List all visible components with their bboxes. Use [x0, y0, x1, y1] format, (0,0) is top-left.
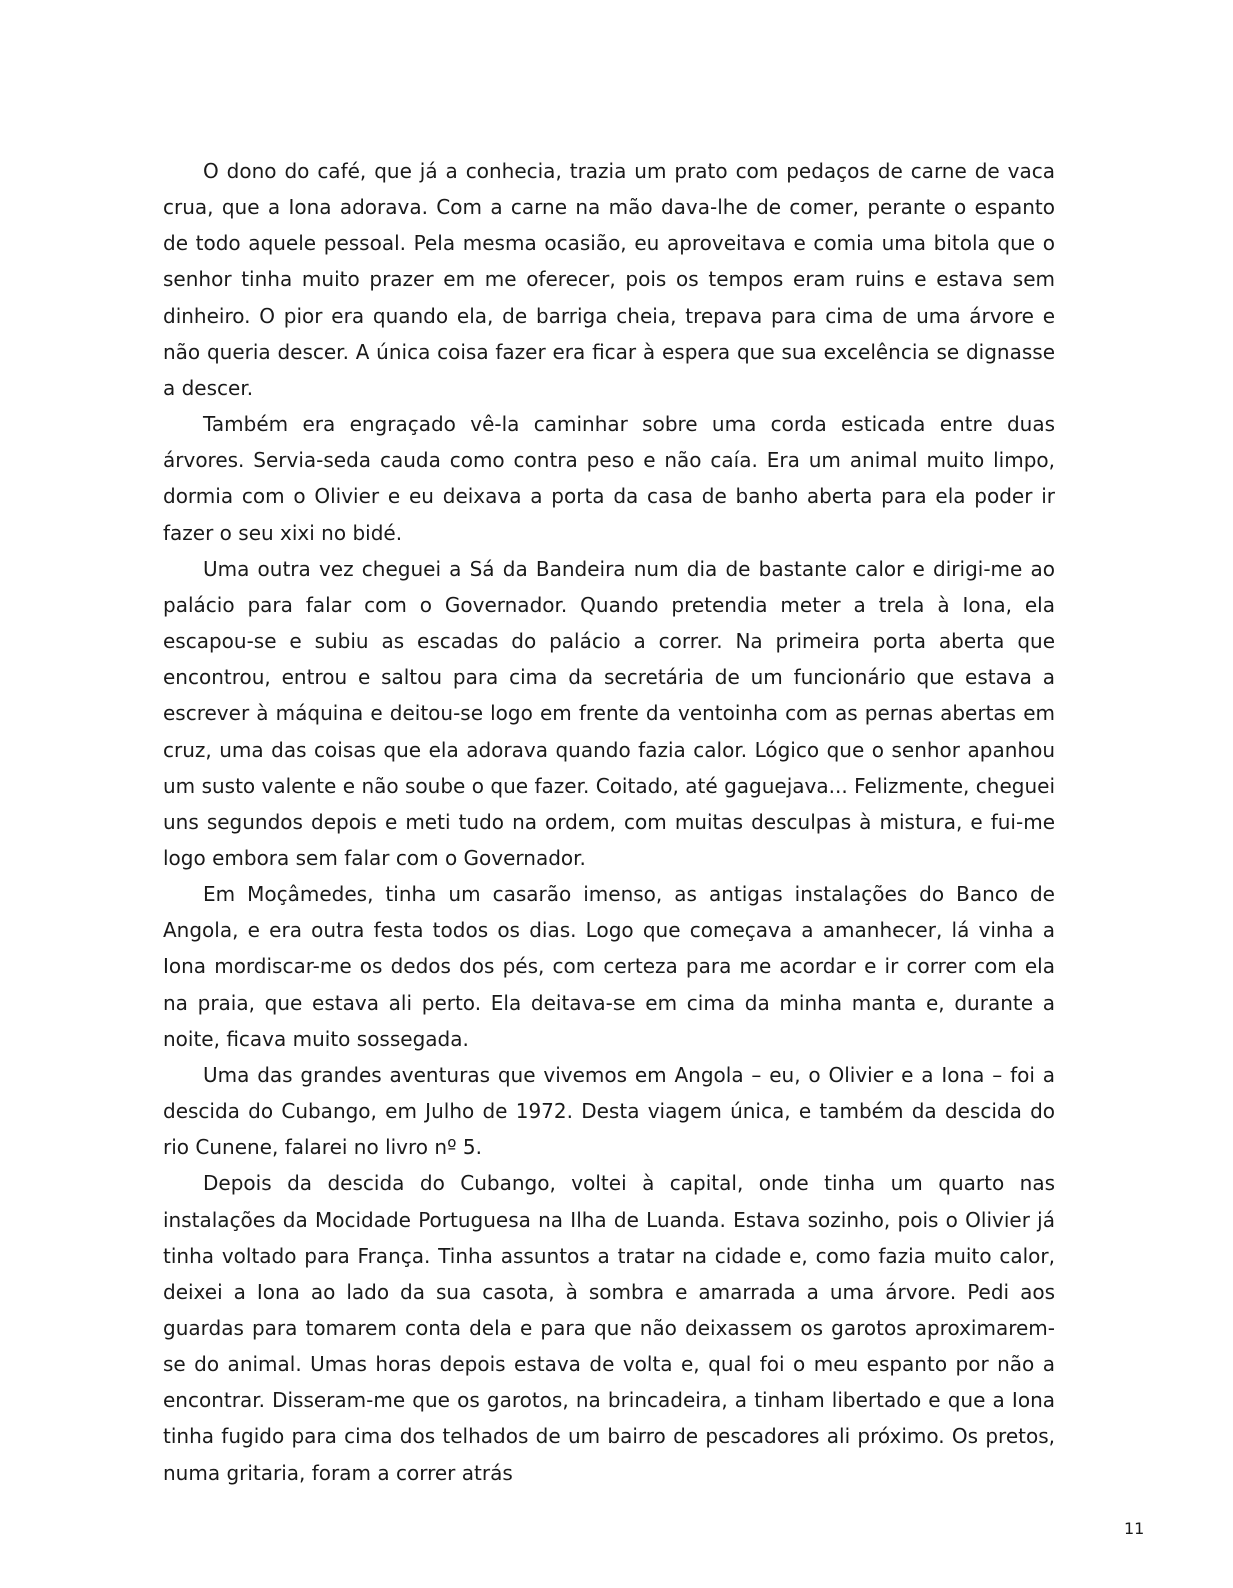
paragraph-4: Em Moçâmedes, tinha um casarão imenso, as antigas instalações do Banco de Angola, e era outra festa todos os dias. Logo que começava a amanhecer, lá vinha a Iona mordiscar-me os dedos dos pés, com certeza para me acordar e ir correr com ela na praia, que estava ali perto. Ela deitava-se em cima da minha manta e, durante a noite, ficava muito sossegada.	[163, 882, 1055, 1051]
paragraph-2: Também era engraçado vê-la caminhar sobre uma corda esticada entre duas árvores. Servia-seda cauda como contra peso e não caía. Era um animal muito limpo, dormia com o Olivier e eu deixava a porta da casa de banho aberta para ela poder ir fazer o seu xixi no bidé.	[163, 412, 1055, 545]
page-number: 11	[1124, 1519, 1145, 1538]
paragraph-3: Uma outra vez cheguei a Sá da Bandeira num dia de bastante calor e dirigi-me ao palácio para falar com o Governador. Quando pretendia meter a trela à Iona, ela escapou-se e subiu as escadas do palácio a correr. Na primeira porta aberta que encontrou, entrou e saltou para cima da secretária de um funcionário que estava a escrever à máquina e deitou-se logo em frente da ventoinha com as pernas abertas em cruz, uma das coisas que ela adorava quando fazia calor. Lógico que o senhor apanhou um susto valente e não soube o que fazer. Coitado, até gaguejava... Felizmente, cheguei uns segundos depois e meti tudo na ordem, com muitas desculpas à mistura, e fui-me logo embora sem falar com o Governador.	[163, 556, 1055, 870]
paragraph-5: Uma das grandes aventuras que vivemos em Angola – eu, o Olivier e a Iona – foi a descida do Cubango, em Julho de 1972. Desta viagem única, e também da descida do rio Cunene, falarei no livro nº 5.	[163, 1062, 1055, 1160]
body-text	[163, 153, 1055, 1491]
paragraph-1: O dono do café, que já a conhecia, trazia um prato com pedaços de carne de vaca crua, que a Iona adorava. Com a carne na mão dava-lhe de comer, perante o espanto de todo aquele pessoal. Pela mesma ocasião, eu aproveitava e comia uma bitola que o senhor tinha muito prazer em me oferecer, pois os tempos eram ruins e estava sem dinheiro. O pior era quando ela, de barriga cheia, trepava para cima de uma árvore e não queria descer. A única coisa fazer era ficar à espera que sua excelência se dignasse a descer.	[163, 159, 1055, 400]
paragraph-6: Depois da descida do Cubango, voltei à capital, onde tinha um quarto nas instalações da Mocidade Portuguesa na Ilha de Luanda. Estava sozinho, pois o Olivier já tinha voltado para França. Tinha assuntos a tratar na cidade e, como fazia muito calor, deixei a Iona ao lado da sua casota, à sombra e amarrada a uma árvore. Pedi aos guardas para tomarem conta dela e para que não deixassem os garotos aproximarem-se do animal. Umas horas depois estava de volta e, qual foi o meu espanto por não a encontrar. Disseram-me que os garotos, na brincadeira, a tinham libertado e que a Iona tinha fugido para cima dos telhados de um bairro de pescadores ali próximo. Os pretos, numa gritaria, foram a correr atrás	[163, 1171, 1055, 1485]
